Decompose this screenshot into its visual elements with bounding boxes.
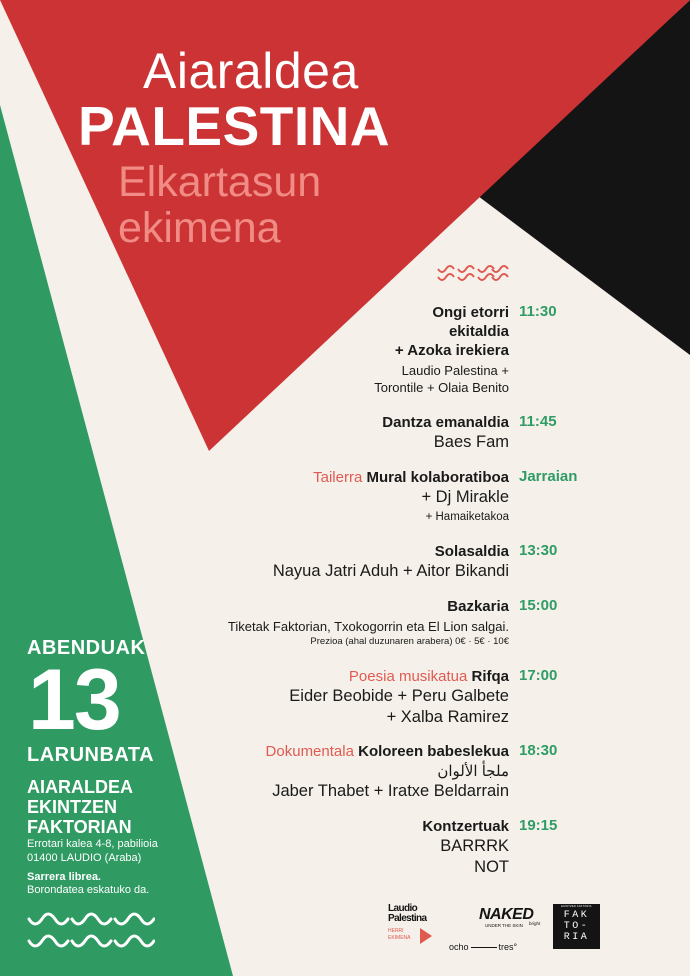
wave-pattern-icon: [436, 263, 510, 287]
event-title: Dantza emanaldia: [382, 414, 509, 431]
event-lunch: [228, 597, 509, 649]
event-arabic-title: ملجأ الألوان: [437, 763, 509, 780]
event-mural: [313, 468, 509, 525]
event-time: 11:30: [519, 303, 557, 320]
ocho-tres-logo: [449, 937, 519, 955]
event-talk: [273, 542, 509, 582]
event-time: 18:30: [519, 742, 558, 759]
logo-text: Laudio: [388, 903, 418, 914]
event-detail: Laudio Palestina +: [401, 363, 509, 378]
wave-pattern-icon: [27, 909, 155, 953]
event-time: 19:15: [519, 817, 558, 834]
event-detail: + Dj Mirakle: [421, 488, 509, 506]
event-time: 15:00: [519, 597, 558, 614]
venue-address: [27, 837, 158, 865]
title-aiaraldea: Aiaraldea: [143, 43, 359, 99]
event-extra: Prezioa (ahal duzunaren arabera) 0€ · 5€ · 10€: [310, 636, 509, 647]
event-time: 13:30: [519, 542, 558, 559]
event-category: Tailerra: [313, 469, 363, 486]
entry-donation: Borondatea eskatuko da.: [27, 884, 150, 896]
logo-text: Palestina: [388, 913, 427, 924]
event-title: Bazkaria: [447, 598, 509, 615]
logo-text: tres°: [498, 942, 518, 952]
venue-name: [27, 777, 133, 837]
date-weekday: LARUNBATA: [27, 744, 155, 766]
logo-text: TO-: [563, 921, 590, 932]
event-title: Mural kolaboratiboa: [366, 469, 509, 486]
venue-line: EKINTZEN: [27, 797, 117, 817]
entry-info: [27, 871, 149, 897]
event-detail: Torontile + Olaia Benito: [374, 380, 509, 395]
date-day: 13: [28, 652, 120, 748]
event-title: + Azoka irekiera: [394, 342, 509, 359]
logo-text: HERRI: [388, 928, 404, 934]
logo-text: EKIMENA: [388, 935, 411, 941]
event-category: Dokumentala: [265, 743, 354, 760]
logo-text: RIA: [563, 932, 590, 943]
venue-line: FAKTORIAN: [27, 817, 132, 837]
event-title: Koloreen babeslekua: [358, 743, 509, 760]
event-detail: Jaber Thabet + Iratxe Beldarrain: [272, 782, 509, 800]
logo-text: NAKED: [479, 906, 534, 923]
address-line: 01400 LAUDIO (Araba): [27, 852, 142, 864]
logo-text: bright: [529, 921, 541, 926]
event-time: 11:45: [519, 413, 557, 430]
event-extra: + Hamaiketakoa: [425, 511, 509, 523]
address-line: Errotari kalea 4-8, pabilioia: [27, 838, 158, 850]
subtitle-elkartasun: Elkartasun: [118, 158, 322, 206]
logo-text: ocho: [449, 942, 469, 952]
venue-line: AIARALDEA: [27, 777, 133, 797]
title-palestina: PALESTINA: [78, 95, 391, 157]
event-detail: Tiketak Faktorian, Txokogorrin eta El Lion salgai.: [227, 619, 509, 634]
faktoria-logo: [553, 904, 600, 949]
event-welcome: [374, 303, 509, 396]
event-title: Ongi etorri: [432, 304, 509, 321]
event-title: Kontzertuak: [422, 818, 509, 835]
event-poetry: [289, 667, 509, 728]
event-concerts: [422, 817, 509, 878]
event-dance: [382, 413, 509, 453]
logo-text: EKINTZEN FAKTORIA: [561, 905, 592, 908]
event-title: ekitaldia: [448, 323, 509, 340]
event-detail: + Xalba Ramirez: [386, 708, 509, 726]
subtitle-ekimena: ekimena: [118, 204, 281, 252]
event-detail: NOT: [474, 858, 509, 876]
event-category: Poesia musikatua: [348, 668, 468, 685]
flag-arrow-icon: [420, 928, 432, 944]
event-title: Solasaldia: [434, 543, 509, 560]
event-time: 17:00: [519, 667, 558, 684]
laudio-palestina-logo: [388, 904, 440, 942]
date-month: ABENDUAK: [27, 637, 146, 659]
event-time: Jarraian: [519, 468, 578, 485]
event-detail: Baes Fam: [433, 433, 509, 451]
naked-logo: [479, 907, 533, 929]
entry-free: Sarrera librea.: [27, 871, 101, 883]
event-detail: Eider Beobide + Peru Galbete: [289, 687, 509, 705]
event-title: Rifqa: [471, 668, 509, 685]
event-detail: Nayua Jatri Aduh + Aitor Bikandi: [272, 562, 509, 580]
event-detail: BARRRK: [440, 837, 509, 855]
logo-text: FAK: [563, 910, 590, 921]
event-documentary: [266, 742, 509, 802]
logo-text: UNDER THE SKIN: [485, 923, 523, 928]
